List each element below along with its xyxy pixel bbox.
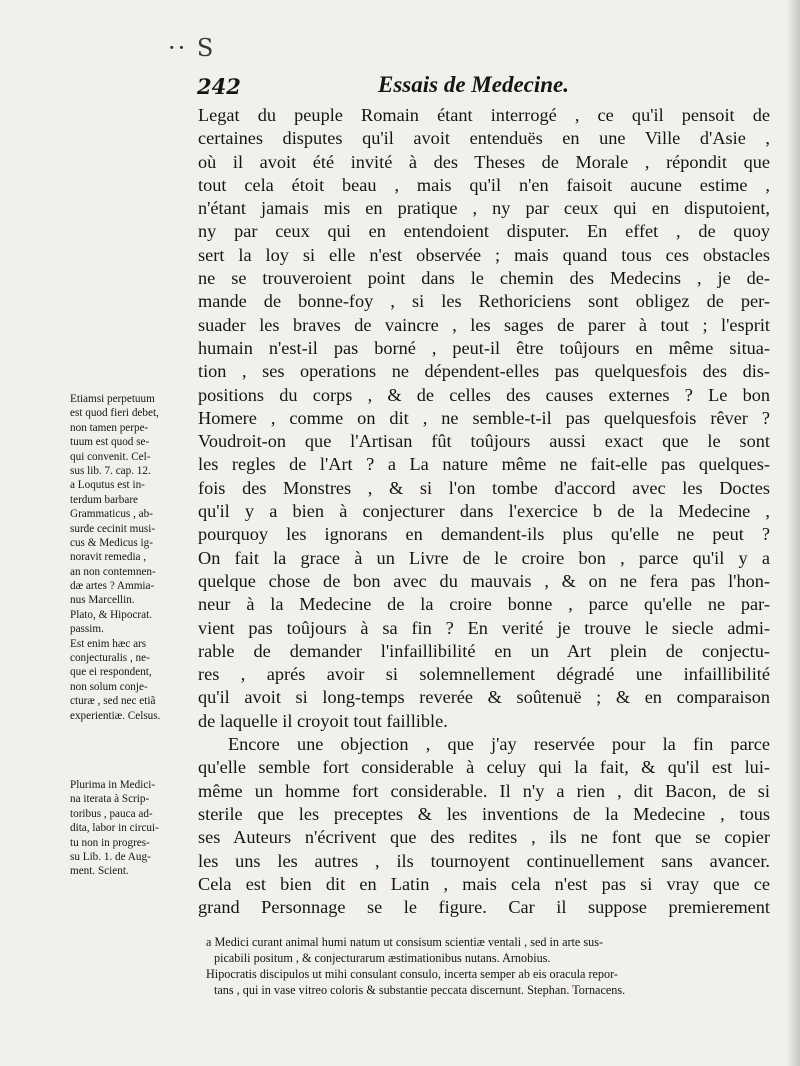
text-line: vient pas toûjours à sa fin ? En verité je trouve le siecle admi- bbox=[198, 617, 770, 638]
text-line: Voudroit-on que l'Artisan fût toûjours aussi exact que le sont bbox=[198, 431, 770, 452]
text-line: même un homme fort considerable. Il n'y a rien , dit Bacon, de si bbox=[198, 780, 770, 801]
margin-line: dita, labor in circui- bbox=[70, 822, 159, 835]
margin-line: a Loqutus est in- bbox=[70, 479, 145, 492]
margin-line: non tamen perpe- bbox=[70, 421, 149, 434]
text-line: qu'il avoit si long-temps reverée & soûtenuë ; & en comparaison bbox=[198, 687, 770, 708]
margin-line: experientiæ. Celsus. bbox=[70, 709, 161, 722]
margin-line: noravit remedia , bbox=[70, 551, 147, 564]
margin-line: passim. bbox=[70, 623, 104, 636]
text-line: quelque chose de bon avec du mauvais , & on ne fera pas l'hon- bbox=[198, 570, 770, 591]
text-line: fois des Monstres , & si l'on tombe d'accord avec les Doctes bbox=[198, 477, 770, 498]
margin-line: terdum barbare bbox=[70, 493, 139, 506]
text-line: neur à la Medecine de la croire bonne , parce qu'elle ne par- bbox=[198, 594, 770, 615]
margin-line: conjecturalis , ne- bbox=[70, 652, 150, 665]
text-line: On fait la grace à un Livre de le croire bon , parce qu'il y a bbox=[198, 547, 770, 568]
text-line: Cela est bien dit en Latin , mais cela n'est pas si vray que ce bbox=[198, 873, 770, 894]
margin-line: sus lib. 7. cap. 12. bbox=[70, 464, 151, 477]
text-line: suader les braves de vaincre , les sages de parer à tout ; l'esprit bbox=[198, 314, 770, 335]
text-line: tion , ses operations ne dépendent-elles pas quelquesfois des dis- bbox=[198, 361, 770, 382]
text-line: de laquelle il croyoit tout faillible. bbox=[198, 710, 448, 731]
text-line: mande de bonne-foy , si les Rethoriciens sont obligez de per- bbox=[198, 291, 770, 312]
text-line: res , aprés avoir si solemnellement dégradé une infaillibilité bbox=[198, 664, 770, 685]
margin-line: su Lib. 1. de Aug- bbox=[70, 850, 151, 863]
page-mark: ·· S bbox=[168, 34, 216, 62]
margin-line: na iterata à Scrip- bbox=[70, 793, 150, 806]
text-line: sert la loy si elle n'est observée ; mais quand tous ces obstacles bbox=[198, 244, 770, 265]
text-line: n'étant jamais mis en pratique , ny par ceux qui en disputoient, bbox=[198, 198, 770, 219]
margin-line: non solum conje- bbox=[70, 680, 148, 693]
text-line: qu'il y a bien à conjecturer dans l'exercice b de la Medecine , bbox=[198, 501, 770, 522]
margin-line: surde cecinit musi- bbox=[70, 522, 156, 535]
margin-line: tu non in progres- bbox=[70, 836, 150, 849]
margin-note-bacon bbox=[70, 778, 196, 879]
margin-line: qui convenit. Cel- bbox=[70, 450, 151, 463]
margin-line: Grammaticus , ab- bbox=[70, 508, 153, 521]
text-line: rable de demander l'infaillibilité en un Art plein de conjectu- bbox=[198, 640, 770, 661]
text-line: où il avoit été invité à des Theses de Morale , répondit que bbox=[198, 151, 770, 172]
margin-line: toribus , pauca ad- bbox=[70, 807, 153, 820]
footnotes bbox=[206, 934, 766, 998]
footnote-line: picabili positum , & conjecturarum æstimationibus nutans. Arnobius. bbox=[214, 951, 551, 965]
margin-line: nus Marcellin. bbox=[70, 594, 135, 607]
text-line: sterile que les preceptes & les inventions de la Medecine , tous bbox=[198, 803, 770, 824]
text-line: Encore une objection , que j'ay reservée pour la fin parce bbox=[228, 734, 770, 755]
margin-line: Plato, & Hipocrat. bbox=[70, 608, 153, 621]
margin-line: Est enim hæc ars bbox=[70, 637, 147, 650]
text-line: qu'elle semble fort considerable à celuy qui la fait, & qu'il est lui- bbox=[198, 757, 770, 778]
page-edge-shadow bbox=[786, 0, 800, 1066]
footnote-line: a Medici curant animal humi natum ut consisum scientiæ ventali , sed in arte sus- bbox=[206, 935, 604, 949]
margin-line: est quod fieri debet, bbox=[70, 407, 159, 420]
main-text bbox=[198, 104, 770, 919]
text-line: certaines disputes qu'il avoit entenduës en une Ville d'Asie , bbox=[198, 128, 770, 149]
margin-note-celsus bbox=[70, 392, 196, 723]
text-line: ne se trouveroient point dans le chemin des Medecins , je de- bbox=[198, 268, 770, 289]
margin-line: Plurima in Medici- bbox=[70, 779, 156, 791]
margin-line: tuum est quod se- bbox=[70, 436, 150, 449]
text-line: les uns les autres , ils tournoyent continuellement sans avancer. bbox=[198, 850, 770, 871]
text-line: pourquoy les ignorans en demandent-ils plus qu'elle ne peut ? bbox=[198, 524, 770, 545]
margin-line: cturæ , sed nec etiã bbox=[70, 695, 156, 708]
text-line: Homere , comme on dit , ne semble-t-il pas quelquesfois rêver ? bbox=[198, 407, 770, 428]
margin-line: ment. Scient. bbox=[70, 865, 129, 878]
margin-line: an non contemnen- bbox=[70, 565, 156, 578]
footnote-line: Hipocratis discipulos ut mihi consulant consulo, incerta semper ab eis oracula repor- bbox=[206, 967, 618, 981]
margin-line: cus & Medicus ig- bbox=[70, 536, 153, 549]
running-head: Essais de Medecine. bbox=[378, 72, 570, 97]
page-number: 242 bbox=[197, 74, 241, 99]
text-line: positions du corps , & de celles des causes externes ? Le bon bbox=[198, 384, 770, 405]
text-line: les regles de l'Art ? a La nature même ne fait-elle pas quelques- bbox=[198, 454, 770, 475]
text-line: humain n'est-il pas borné , peut-il être toûjours en même situa- bbox=[198, 337, 770, 358]
margin-line: dæ artes ? Ammia- bbox=[70, 580, 155, 593]
text-line: grand Personnage se le figure. Car il suppose premierement bbox=[198, 897, 770, 918]
footnote-line: tans , qui in vase vitreo coloris & substantie peccata discernunt. Stephan. Tornacens. bbox=[214, 983, 626, 997]
text-line: ny par ceux qui en entendoient disputer. En effet , de quoy bbox=[198, 221, 770, 242]
text-line: tout cela étoit beau , mais qu'il n'en faisoit aucune estime , bbox=[198, 174, 770, 195]
text-line: Legat du peuple Romain étant interrogé , ce qu'il pensoit de bbox=[198, 105, 770, 125]
margin-line: Etiamsi perpetuum bbox=[70, 393, 155, 405]
margin-line: que ei respondent, bbox=[70, 666, 152, 679]
text-line: ses Auteurs n'écrivent que des redites , ils ne font que se copier bbox=[198, 827, 770, 848]
